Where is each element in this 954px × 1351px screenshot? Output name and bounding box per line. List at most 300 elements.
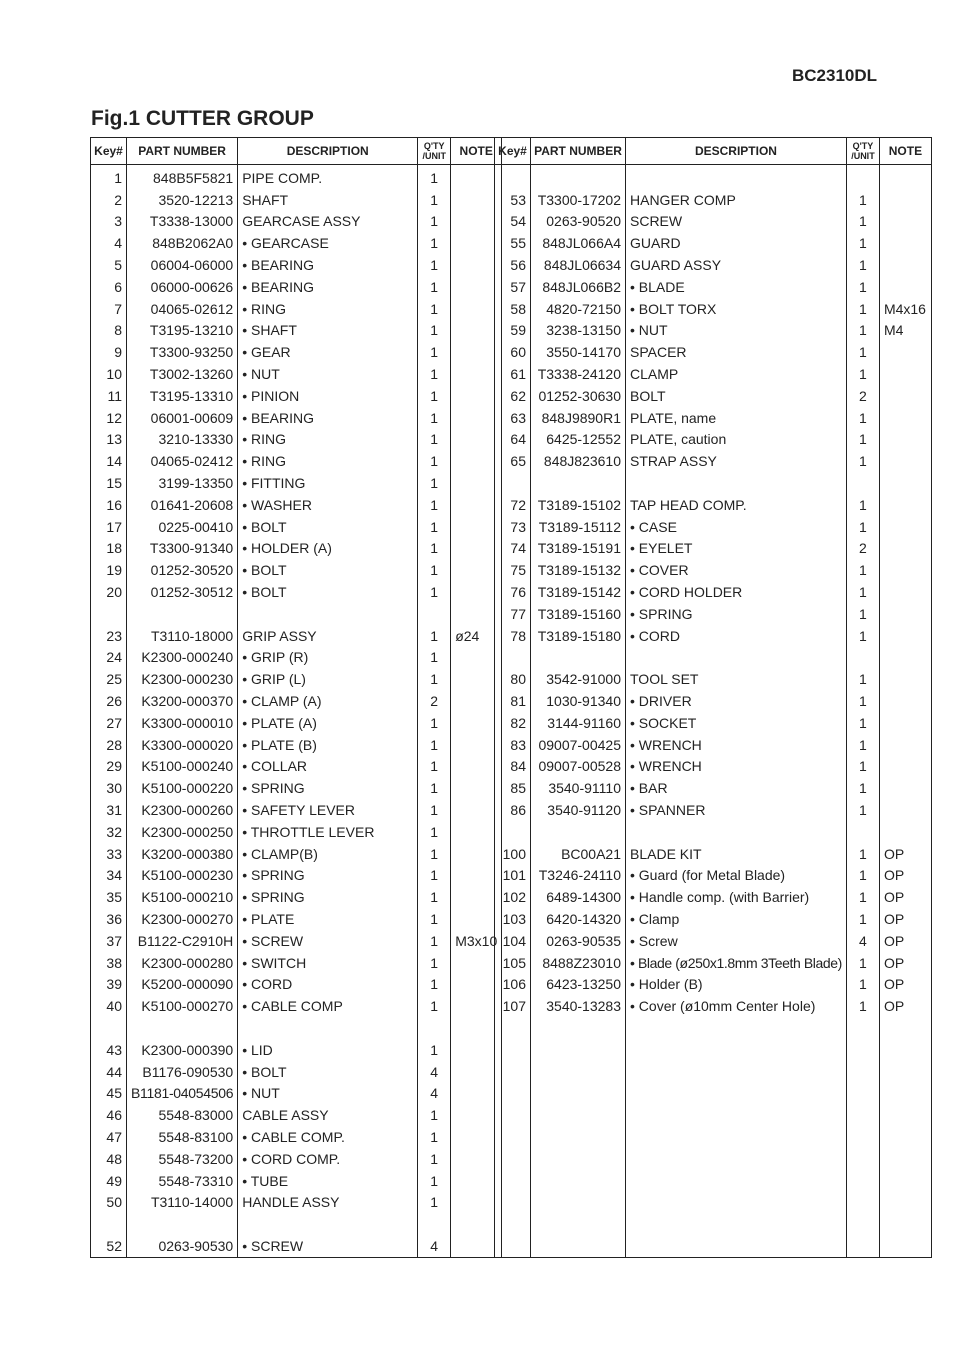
table-row bbox=[495, 538, 932, 560]
description-cell: • Guard (for Metal Blade) bbox=[626, 865, 847, 887]
key-cell bbox=[495, 1148, 531, 1170]
qty-cell: 4 bbox=[418, 1235, 451, 1257]
table-row bbox=[495, 407, 932, 429]
qty-cell: 1 bbox=[846, 363, 879, 385]
description-cell: GUARD ASSY bbox=[626, 254, 847, 276]
table-row bbox=[495, 995, 932, 1017]
table-row bbox=[495, 1082, 932, 1104]
description-cell: • NUT bbox=[626, 320, 847, 342]
qty-cell: 1 bbox=[846, 973, 879, 995]
description-cell: • CORD bbox=[238, 973, 418, 995]
note-cell bbox=[879, 232, 931, 254]
table-row bbox=[495, 886, 932, 908]
table-row bbox=[91, 865, 502, 887]
part-number-cell: K5100-000220 bbox=[127, 777, 238, 799]
note-cell bbox=[879, 559, 931, 581]
description-cell bbox=[626, 1191, 847, 1213]
description-cell: • WRENCH bbox=[626, 734, 847, 756]
key-cell: 82 bbox=[495, 712, 531, 734]
qty-cell bbox=[846, 821, 879, 843]
part-number-cell: T3002-13260 bbox=[127, 363, 238, 385]
key-cell: 49 bbox=[91, 1170, 127, 1192]
key-cell bbox=[495, 821, 531, 843]
qty-cell: 1 bbox=[846, 254, 879, 276]
key-cell: 64 bbox=[495, 429, 531, 451]
key-cell: 59 bbox=[495, 320, 531, 342]
table-row bbox=[91, 189, 502, 211]
table-row bbox=[91, 1061, 502, 1083]
qty-cell bbox=[846, 1235, 879, 1257]
part-number-cell: T3189-15180 bbox=[531, 625, 626, 647]
key-cell: 86 bbox=[495, 799, 531, 821]
part-number-cell: 848J9890R1 bbox=[531, 407, 626, 429]
part-number-cell: BC00A21 bbox=[531, 843, 626, 865]
key-cell: 38 bbox=[91, 952, 127, 974]
note-cell bbox=[879, 799, 931, 821]
qty-cell: 1 bbox=[418, 429, 451, 451]
table-row bbox=[495, 690, 932, 712]
part-number-cell: K5100-000230 bbox=[127, 865, 238, 887]
key-cell: 15 bbox=[91, 472, 127, 494]
table-row bbox=[495, 341, 932, 363]
table-row bbox=[495, 1148, 932, 1170]
key-cell: 63 bbox=[495, 407, 531, 429]
qty-cell: 1 bbox=[846, 298, 879, 320]
part-number-cell: 3542-91000 bbox=[531, 668, 626, 690]
key-cell: 84 bbox=[495, 756, 531, 778]
qty-cell: 1 bbox=[846, 276, 879, 298]
part-number-cell bbox=[127, 603, 238, 625]
table-row bbox=[91, 232, 502, 254]
description-cell bbox=[626, 821, 847, 843]
key-cell: 9 bbox=[91, 341, 127, 363]
table-row bbox=[495, 734, 932, 756]
table-row bbox=[495, 211, 932, 233]
table-row bbox=[91, 1126, 502, 1148]
part-number-cell: 3540-91120 bbox=[531, 799, 626, 821]
note-cell bbox=[879, 254, 931, 276]
key-cell bbox=[495, 1191, 531, 1213]
part-number-cell: T3195-13310 bbox=[127, 385, 238, 407]
part-number-cell bbox=[531, 647, 626, 669]
note-cell bbox=[879, 1039, 931, 1061]
description-cell: • Cover (ø10mm Center Hole) bbox=[626, 995, 847, 1017]
table-header-row bbox=[91, 138, 502, 165]
part-number-cell: 06004-06000 bbox=[127, 254, 238, 276]
description-cell: • Holder (B) bbox=[626, 973, 847, 995]
description-cell: • BOLT bbox=[238, 516, 418, 538]
table-row bbox=[495, 429, 932, 451]
note-cell bbox=[879, 516, 931, 538]
note-cell bbox=[879, 407, 931, 429]
header-description: DESCRIPTION bbox=[238, 138, 418, 165]
key-cell: 16 bbox=[91, 494, 127, 516]
qty-cell: 1 bbox=[418, 1170, 451, 1192]
note-cell bbox=[879, 341, 931, 363]
key-cell: 81 bbox=[495, 690, 531, 712]
table-row bbox=[91, 734, 502, 756]
note-cell bbox=[879, 581, 931, 603]
key-cell: 39 bbox=[91, 973, 127, 995]
qty-cell: 4 bbox=[846, 930, 879, 952]
key-cell: 78 bbox=[495, 625, 531, 647]
part-number-cell: 09007-00528 bbox=[531, 756, 626, 778]
key-cell bbox=[495, 1126, 531, 1148]
note-cell bbox=[879, 165, 931, 189]
table-row bbox=[91, 1017, 502, 1039]
part-number-cell: 6489-14300 bbox=[531, 886, 626, 908]
description-cell: • SAFETY LEVER bbox=[238, 799, 418, 821]
key-cell: 58 bbox=[495, 298, 531, 320]
qty-cell: 1 bbox=[418, 254, 451, 276]
description-cell: • SCREW bbox=[238, 1235, 418, 1257]
table-row bbox=[91, 450, 502, 472]
key-cell bbox=[91, 1017, 127, 1039]
part-number-cell: T3189-15160 bbox=[531, 603, 626, 625]
key-cell: 13 bbox=[91, 429, 127, 451]
table-row bbox=[495, 952, 932, 974]
key-cell: 27 bbox=[91, 712, 127, 734]
table-row bbox=[495, 668, 932, 690]
description-cell: • WASHER bbox=[238, 494, 418, 516]
note-cell: OP bbox=[879, 908, 931, 930]
part-number-cell: 0225-00410 bbox=[127, 516, 238, 538]
note-cell bbox=[879, 1148, 931, 1170]
part-number-cell bbox=[531, 1213, 626, 1235]
part-number-cell: 3144-91160 bbox=[531, 712, 626, 734]
table-row bbox=[495, 559, 932, 581]
qty-cell: 1 bbox=[418, 930, 451, 952]
qty-cell: 1 bbox=[418, 799, 451, 821]
parts-table-left bbox=[90, 137, 502, 1258]
key-cell: 2 bbox=[91, 189, 127, 211]
description-cell: • THROTTLE LEVER bbox=[238, 821, 418, 843]
table-row bbox=[91, 254, 502, 276]
note-cell bbox=[879, 450, 931, 472]
table-row bbox=[495, 908, 932, 930]
qty-cell: 1 bbox=[418, 712, 451, 734]
figure-title: Fig.1 CUTTER GROUP bbox=[91, 107, 314, 130]
description-cell: GEARCASE ASSY bbox=[238, 211, 418, 233]
part-number-cell: K3300-000020 bbox=[127, 734, 238, 756]
key-cell: 4 bbox=[91, 232, 127, 254]
key-cell bbox=[495, 472, 531, 494]
qty-cell bbox=[846, 472, 879, 494]
part-number-cell bbox=[531, 1235, 626, 1257]
table-row bbox=[495, 450, 932, 472]
key-cell: 20 bbox=[91, 581, 127, 603]
header-qty-bottom: /UNIT bbox=[851, 151, 875, 161]
note-cell bbox=[879, 211, 931, 233]
qty-cell: 1 bbox=[846, 450, 879, 472]
key-cell: 55 bbox=[495, 232, 531, 254]
description-cell: • SOCKET bbox=[626, 712, 847, 734]
description-cell bbox=[626, 1170, 847, 1192]
description-cell: • LID bbox=[238, 1039, 418, 1061]
description-cell bbox=[626, 1061, 847, 1083]
key-cell bbox=[495, 1039, 531, 1061]
description-cell: • CORD HOLDER bbox=[626, 581, 847, 603]
table-row bbox=[91, 494, 502, 516]
part-number-cell: 1030-91340 bbox=[531, 690, 626, 712]
key-cell: 31 bbox=[91, 799, 127, 821]
qty-cell: 2 bbox=[418, 690, 451, 712]
qty-cell: 1 bbox=[418, 472, 451, 494]
note-cell bbox=[879, 734, 931, 756]
table-row bbox=[91, 1213, 502, 1235]
table-row bbox=[495, 712, 932, 734]
part-number-cell: 06001-00609 bbox=[127, 407, 238, 429]
table-row bbox=[91, 995, 502, 1017]
note-cell bbox=[879, 1017, 931, 1039]
note-cell bbox=[879, 363, 931, 385]
description-cell: SHAFT bbox=[238, 189, 418, 211]
key-cell: 50 bbox=[91, 1191, 127, 1213]
qty-cell bbox=[418, 603, 451, 625]
description-cell: • EYELET bbox=[626, 538, 847, 560]
table-row bbox=[495, 1126, 932, 1148]
header-description: DESCRIPTION bbox=[626, 138, 847, 165]
description-cell: • SCREW bbox=[238, 930, 418, 952]
description-cell: • PLATE bbox=[238, 908, 418, 930]
table-row bbox=[91, 1170, 502, 1192]
key-cell: 52 bbox=[91, 1235, 127, 1257]
note-cell bbox=[879, 712, 931, 734]
qty-cell: 1 bbox=[418, 821, 451, 843]
part-number-cell: B1122-C2910H bbox=[127, 930, 238, 952]
description-cell: • NUT bbox=[238, 363, 418, 385]
table-row bbox=[91, 973, 502, 995]
key-cell: 47 bbox=[91, 1126, 127, 1148]
description-cell: • CABLE COMP. bbox=[238, 1126, 418, 1148]
note-cell bbox=[879, 1126, 931, 1148]
part-number-cell: B1181-04054506 bbox=[127, 1082, 238, 1104]
key-cell: 46 bbox=[91, 1104, 127, 1126]
qty-cell: 1 bbox=[418, 995, 451, 1017]
table-row bbox=[91, 843, 502, 865]
qty-cell: 1 bbox=[846, 690, 879, 712]
key-cell: 65 bbox=[495, 450, 531, 472]
table-row bbox=[91, 1104, 502, 1126]
qty-cell bbox=[846, 1082, 879, 1104]
key-cell: 100 bbox=[495, 843, 531, 865]
part-number-cell: 01252-30520 bbox=[127, 559, 238, 581]
description-cell: • RING bbox=[238, 450, 418, 472]
qty-cell: 1 bbox=[418, 668, 451, 690]
qty-cell: 1 bbox=[846, 559, 879, 581]
part-number-cell: 848B2062A0 bbox=[127, 232, 238, 254]
table-row bbox=[91, 320, 502, 342]
qty-cell: 1 bbox=[418, 1039, 451, 1061]
key-cell: 48 bbox=[91, 1148, 127, 1170]
key-cell: 1 bbox=[91, 165, 127, 189]
description-cell: GUARD bbox=[626, 232, 847, 254]
table-row bbox=[91, 341, 502, 363]
description-cell: STRAP ASSY bbox=[626, 450, 847, 472]
description-cell bbox=[626, 1235, 847, 1257]
header-part-number: PART NUMBER bbox=[531, 138, 626, 165]
part-number-cell bbox=[531, 1170, 626, 1192]
table-row bbox=[91, 930, 502, 952]
part-number-cell: K2300-000260 bbox=[127, 799, 238, 821]
table-row bbox=[91, 385, 502, 407]
note-cell: OP bbox=[879, 930, 931, 952]
qty-cell: 1 bbox=[418, 407, 451, 429]
table-row bbox=[495, 298, 932, 320]
qty-cell: 1 bbox=[846, 756, 879, 778]
table-row bbox=[91, 407, 502, 429]
note-cell bbox=[879, 538, 931, 560]
table-row bbox=[91, 429, 502, 451]
key-cell: 28 bbox=[91, 734, 127, 756]
part-number-cell bbox=[531, 1191, 626, 1213]
qty-cell: 1 bbox=[418, 320, 451, 342]
note-cell: OP bbox=[879, 973, 931, 995]
note-cell bbox=[879, 472, 931, 494]
key-cell: 32 bbox=[91, 821, 127, 843]
key-cell: 36 bbox=[91, 908, 127, 930]
qty-cell: 4 bbox=[418, 1061, 451, 1083]
description-cell bbox=[626, 1148, 847, 1170]
part-number-cell: 0263-90535 bbox=[531, 930, 626, 952]
description-cell: • BAR bbox=[626, 777, 847, 799]
table-row bbox=[495, 865, 932, 887]
description-cell: PIPE COMP. bbox=[238, 165, 418, 189]
description-cell: • PLATE (A) bbox=[238, 712, 418, 734]
qty-cell: 1 bbox=[418, 1126, 451, 1148]
part-number-cell: K5100-000210 bbox=[127, 886, 238, 908]
description-cell: • GRIP (R) bbox=[238, 647, 418, 669]
part-number-cell: 5548-73200 bbox=[127, 1148, 238, 1170]
description-cell: • CASE bbox=[626, 516, 847, 538]
part-number-cell bbox=[531, 1039, 626, 1061]
part-number-cell bbox=[127, 1213, 238, 1235]
table-row bbox=[495, 756, 932, 778]
note-cell bbox=[879, 1191, 931, 1213]
note-cell bbox=[879, 1061, 931, 1083]
header-qty bbox=[846, 138, 879, 165]
description-cell: TOOL SET bbox=[626, 668, 847, 690]
table-row bbox=[495, 1017, 932, 1039]
qty-cell: 1 bbox=[846, 189, 879, 211]
qty-cell: 1 bbox=[418, 232, 451, 254]
description-cell: BLADE KIT bbox=[626, 843, 847, 865]
description-cell: • Blade (ø250x1.8mm 3Teeth Blade) bbox=[626, 952, 847, 974]
key-cell: 61 bbox=[495, 363, 531, 385]
description-cell bbox=[238, 603, 418, 625]
part-number-cell bbox=[531, 1148, 626, 1170]
description-cell: • RING bbox=[238, 298, 418, 320]
note-cell bbox=[879, 777, 931, 799]
key-cell: 6 bbox=[91, 276, 127, 298]
note-cell bbox=[879, 494, 931, 516]
table-row bbox=[495, 930, 932, 952]
table-row bbox=[91, 668, 502, 690]
qty-cell: 2 bbox=[846, 538, 879, 560]
part-number-cell: T3246-24110 bbox=[531, 865, 626, 887]
table-row bbox=[91, 1235, 502, 1257]
description-cell: • NUT bbox=[238, 1082, 418, 1104]
note-cell bbox=[879, 668, 931, 690]
key-cell: 45 bbox=[91, 1082, 127, 1104]
note-cell bbox=[879, 647, 931, 669]
part-number-cell: 6423-13250 bbox=[531, 973, 626, 995]
description-cell: • SPANNER bbox=[626, 799, 847, 821]
key-cell: 62 bbox=[495, 385, 531, 407]
header-note: NOTE bbox=[879, 138, 931, 165]
description-cell: • Handle comp. (with Barrier) bbox=[626, 886, 847, 908]
description-cell bbox=[626, 1017, 847, 1039]
qty-cell: 1 bbox=[418, 843, 451, 865]
part-number-cell: 09007-00425 bbox=[531, 734, 626, 756]
part-number-cell: 4820-72150 bbox=[531, 298, 626, 320]
key-cell: 25 bbox=[91, 668, 127, 690]
part-number-cell: 3238-13150 bbox=[531, 320, 626, 342]
key-cell bbox=[495, 1104, 531, 1126]
qty-cell: 1 bbox=[846, 712, 879, 734]
part-number-cell: K5100-000240 bbox=[127, 756, 238, 778]
part-number-cell: 5548-73310 bbox=[127, 1170, 238, 1192]
description-cell: • DRIVER bbox=[626, 690, 847, 712]
description-cell: • CORD bbox=[626, 625, 847, 647]
qty-cell bbox=[418, 1017, 451, 1039]
qty-cell: 1 bbox=[846, 908, 879, 930]
table-row bbox=[495, 843, 932, 865]
qty-cell: 1 bbox=[418, 211, 451, 233]
part-number-cell: T3110-14000 bbox=[127, 1191, 238, 1213]
part-number-cell: 3540-13283 bbox=[531, 995, 626, 1017]
table-row bbox=[495, 320, 932, 342]
qty-cell bbox=[846, 647, 879, 669]
description-cell bbox=[626, 472, 847, 494]
note-cell bbox=[879, 385, 931, 407]
key-cell: 74 bbox=[495, 538, 531, 560]
qty-cell: 1 bbox=[418, 973, 451, 995]
note-cell bbox=[879, 189, 931, 211]
part-number-cell: 848J823610 bbox=[531, 450, 626, 472]
table-row bbox=[495, 232, 932, 254]
part-number-cell: 04065-02412 bbox=[127, 450, 238, 472]
description-cell: • Screw bbox=[626, 930, 847, 952]
description-cell: GRIP ASSY bbox=[238, 625, 418, 647]
key-cell: 7 bbox=[91, 298, 127, 320]
part-number-cell: 3550-14170 bbox=[531, 341, 626, 363]
key-cell: 102 bbox=[495, 886, 531, 908]
table-row bbox=[495, 777, 932, 799]
key-cell: 23 bbox=[91, 625, 127, 647]
qty-cell bbox=[846, 1191, 879, 1213]
qty-cell: 1 bbox=[418, 363, 451, 385]
key-cell: 11 bbox=[91, 385, 127, 407]
key-cell: 19 bbox=[91, 559, 127, 581]
description-cell bbox=[626, 1213, 847, 1235]
table-row bbox=[91, 211, 502, 233]
key-cell: 85 bbox=[495, 777, 531, 799]
header-part-number: PART NUMBER bbox=[127, 138, 238, 165]
note-cell: OP bbox=[879, 865, 931, 887]
note-cell bbox=[879, 821, 931, 843]
description-cell: • CLAMP (A) bbox=[238, 690, 418, 712]
qty-cell: 1 bbox=[846, 429, 879, 451]
key-cell bbox=[91, 1213, 127, 1235]
qty-cell bbox=[846, 1170, 879, 1192]
part-number-cell: 3520-12213 bbox=[127, 189, 238, 211]
qty-cell: 1 bbox=[846, 625, 879, 647]
description-cell: • BEARING bbox=[238, 407, 418, 429]
part-number-cell bbox=[531, 821, 626, 843]
qty-cell: 1 bbox=[418, 1191, 451, 1213]
description-cell: • SPRING bbox=[626, 603, 847, 625]
